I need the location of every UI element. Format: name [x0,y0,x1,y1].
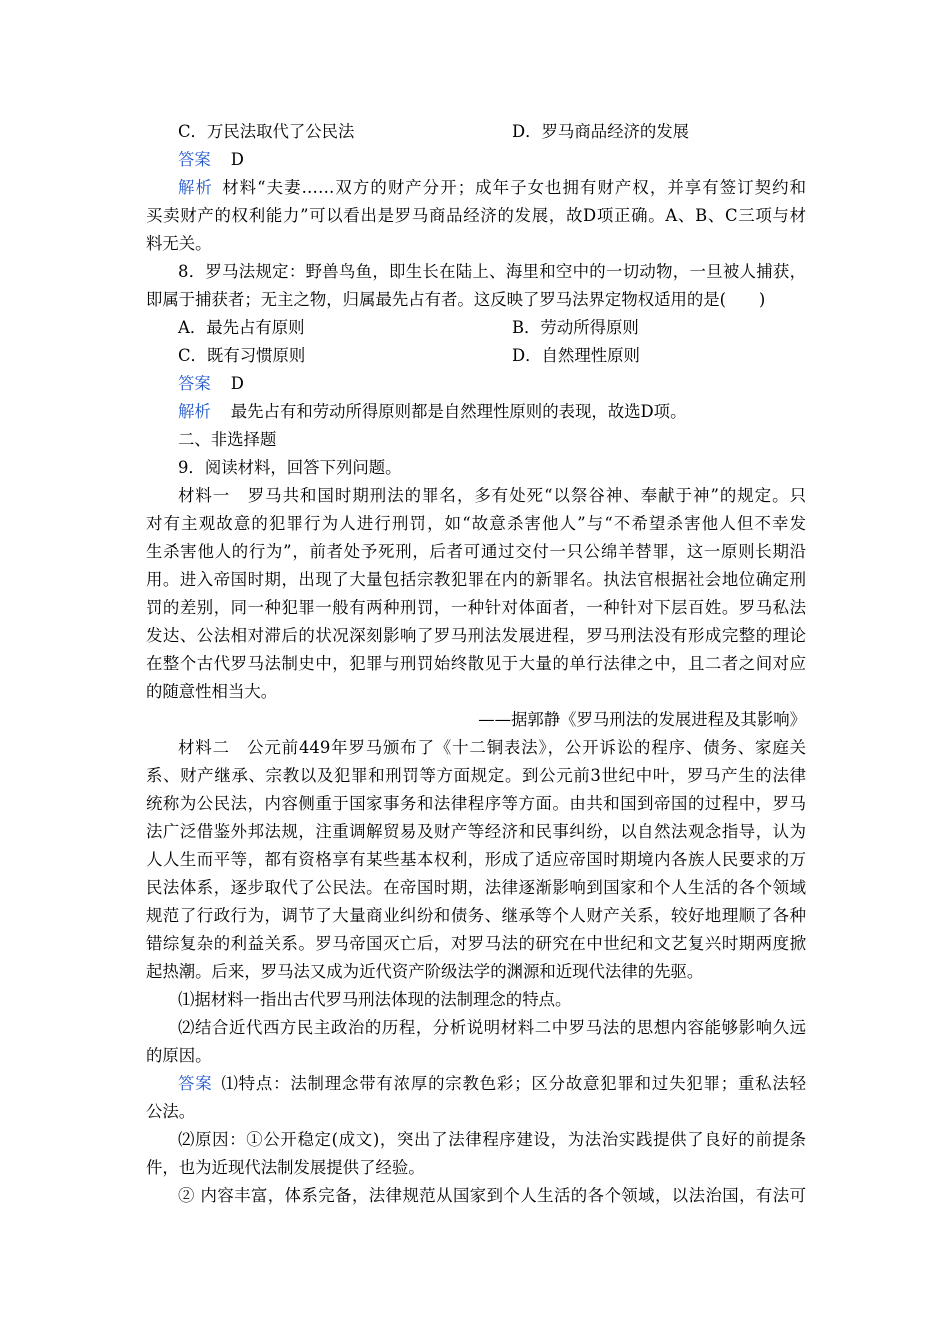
material2-line: 民法体系，逐步取代了公民法。在帝国时期，法律逐渐影响到国家和个人生活的各个领域 [146,878,806,897]
q9-stem: 9．阅读材料，回答下列问题。 [178,458,402,477]
material1-line: 的随意性相当大。 [146,682,278,701]
q9-question-2-line-2: 的原因。 [146,1046,212,1065]
q9-answer-2-line-3: ② 内容丰富，体系完备，法律规范从国家到个人生活的各个领域，以法治国，有法可 [178,1186,806,1205]
answer-label: 答案 [178,374,211,393]
material2-line: 系、财产继承、宗教以及犯罪和刑罚等方面规定。到公元前3世纪中叶，罗马产生的法律 [146,766,806,785]
material2-line: 错综复杂的利益关系。罗马帝国灭亡后，对罗马法的研究在中世纪和文艺复兴时期两度掀 [146,934,806,953]
q7-option-d: D．罗马商品经济的发展 [512,122,690,141]
material1-source: ——据郭静《罗马刑法的发展进程及其影响》 [478,710,806,729]
q8-answer [178,373,244,395]
material1-line: 材料一 罗马共和国时期刑法的罪名，多有处死“以祭谷神、奉献于神”的规定。只 [178,486,806,505]
q7-option-c: C．万民法取代了公民法 [178,122,355,141]
material1-line: 生杀害他人的行为”，前者处予死刑，后者可通过交付一只公绵羊替罪，这一原则长期沿 [146,542,806,561]
q9-answer-2-line-1: ⑵原因：①公开稳定(成文)，突出了法律程序建设，为法治实践提供了良好的前提条 [178,1130,806,1149]
material1-line: 对有主观故意的犯罪行为人进行刑罚，如“故意杀害他人”与“不希望杀害他人但不幸发 [146,514,806,533]
material2-line: 规范了行政行为，调节了大量商业纠纷和债务、继承等个人财产关系，较好地理顺了各种 [146,906,806,925]
answer-value: D [230,374,244,393]
q8-analysis: 解析 最先占有和劳动所得原则都是自然理性原则的表现，故选D项。 [178,402,687,421]
q9-answer-line-1: 答案 ⑴特点：法制理念带有浓厚的宗教色彩；区分故意犯罪和过失犯罪；重私法轻 [178,1074,807,1093]
q7-analysis-line-2: 买卖财产的权利能力”可以看出是罗马商品经济的发展，故D项正确。A、B、C三项与材 [146,206,806,225]
q9-question-1: ⑴据材料一指出古代罗马刑法体现的法制理念的特点。 [178,990,572,1009]
q9-answer-line-2: 公法。 [146,1102,196,1121]
material1-line: 发达、公法相对滞后的状况深刻影响了罗马刑法发展进程，罗马刑法没有形成完整的理论 [146,626,806,645]
q9-question-2-line-1: ⑵结合近代西方民主政治的历程，分析说明材料二中罗马法的思想内容能够影响久远 [178,1018,806,1037]
q9-answer-2-line-2: 件，也为近现代法制发展提供了经验。 [146,1158,425,1177]
q8-option-a: A．最先占有原则 [178,318,305,337]
q8-stem-line-2: 即属于捕获者；无主之物，归属最先占有者。这反映了罗马法界定物权适用的是( ) [146,290,766,309]
answer-value: D [230,150,244,169]
q7-analysis-line-1: 解析 材料“夫妻……双方的财产分开；成年子女也拥有财产权，并享有签订契约和 [178,178,806,197]
material2-line: 材料二 公元前449年罗马颁布了《十二铜表法》，公开诉讼的程序、债务、家庭关 [178,738,806,757]
q8-option-b: B．劳动所得原则 [512,318,639,337]
q8-option-d: D．自然理性原则 [512,346,640,365]
material2-line: 人人生而平等，都有资格享有某些基本权利，形成了适应帝国时期境内各族人民要求的万 [146,850,806,869]
q7-analysis-line-3: 料无关。 [146,234,212,253]
material2-line: 起热潮。后来，罗马法又成为近代资产阶级法学的渊源和近现代法律的先驱。 [146,962,704,981]
section-title: 二、非选择题 [178,430,277,449]
analysis-label: 解析 [178,178,213,197]
q7-answer [178,149,244,171]
material2-line: 法广泛借鉴外邦法规，注重调解贸易及财产等经济和民事纠纷，以自然法观念指导，认为 [146,822,806,841]
material1-line: 用。进入帝国时期，出现了大量包括宗教犯罪在内的新罪名。执法官根据社会地位确定刑 [146,570,806,589]
analysis-label: 解析 [178,402,211,421]
q8-stem-line-1: 8．罗马法规定：野兽鸟鱼，即生长在陆上、海里和空中的一切动物，一旦被人捕获， [178,262,806,281]
answer-label: 答案 [178,150,211,169]
material2-line: 统称为公民法，内容侧重于国家事务和法律程序等方面。由共和国到帝国的过程中，罗马 [146,794,806,813]
material1-line: 在整个古代罗马法制史中，犯罪与刑罚始终散见于大量的单行法律之中，且二者之间对应 [146,654,806,673]
material1-line: 罚的差别，同一种犯罪一般有两种刑罚，一种针对体面者，一种针对下层百姓。罗马私法 [146,598,806,617]
answer-label: 答案 [178,1074,213,1093]
q8-option-c: C．既有习惯原则 [178,346,306,365]
